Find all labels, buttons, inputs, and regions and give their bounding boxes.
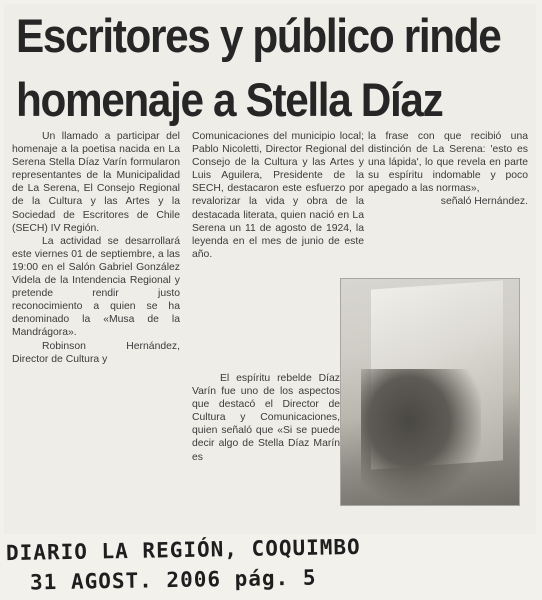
handwritten-source-note: DIARIO LA REGIÓN, COQUIMBO (5, 534, 361, 566)
photo-figure (361, 369, 481, 499)
paragraph: La actividad se desarrollará este viernes 01 de septiembre, a las 19:00 en el Salón Gabriel González Videla de la Intendencia Regional y pretende rendir justo reconocimiento a quien se ha denominado la «Musa de la Mandrágora». (12, 235, 180, 339)
headline-line-2: homenaje a Stella Díaz (16, 73, 443, 126)
article-column-3 (368, 130, 528, 209)
paragraph: Comunicaciones del municipio local; Pablo Nicoletti, Director Regional del Consejo de la Cultura y las Artes y Luis Aguilera, Presidente de la SECH, destacaron este esfuerzo por revalorizar la vida y obra de la destacada literata, quien nació en La Serena un 11 de agosto de 1924, la leyenda en el mes de junio de este año. (192, 131, 364, 260)
paragraph: Un llamado a participar del homenaje a la poetisa nacida en La Serena Stella Díaz Varín formularon representantes de la Municipalidad de La Serena, El Consejo Regional de la Cultura y las Artes y la Sociedad de Escritores de Chile (SECH) IV Región. (12, 131, 180, 234)
article-column-2-lower (192, 372, 340, 464)
paragraph: El espíritu rebelde Díaz Varín fue uno de los aspectos que destacó el Director de Cultura y Comunicaciones, quien señaló que «Si se puede decir algo de Stella Díaz Marín es (192, 373, 340, 463)
article-column-2 (192, 130, 364, 261)
paragraph: la frase con que recibió una distinción de La Serena: 'esto es una lápida', lo que revela en parte su espíritu indomable y poco apegado a las normas», (368, 131, 528, 195)
paragraph: Robinson Hernández, Director de Cultura y (12, 340, 180, 365)
headline-line-1: Escritores y público rinde (16, 9, 501, 62)
paragraph: señaló Hernández. (440, 196, 528, 208)
article-column-1 (12, 130, 180, 366)
book-cover-photo (340, 278, 520, 506)
handwritten-date-note: 31 AGOST. 2006 pág. 5 (29, 565, 317, 595)
